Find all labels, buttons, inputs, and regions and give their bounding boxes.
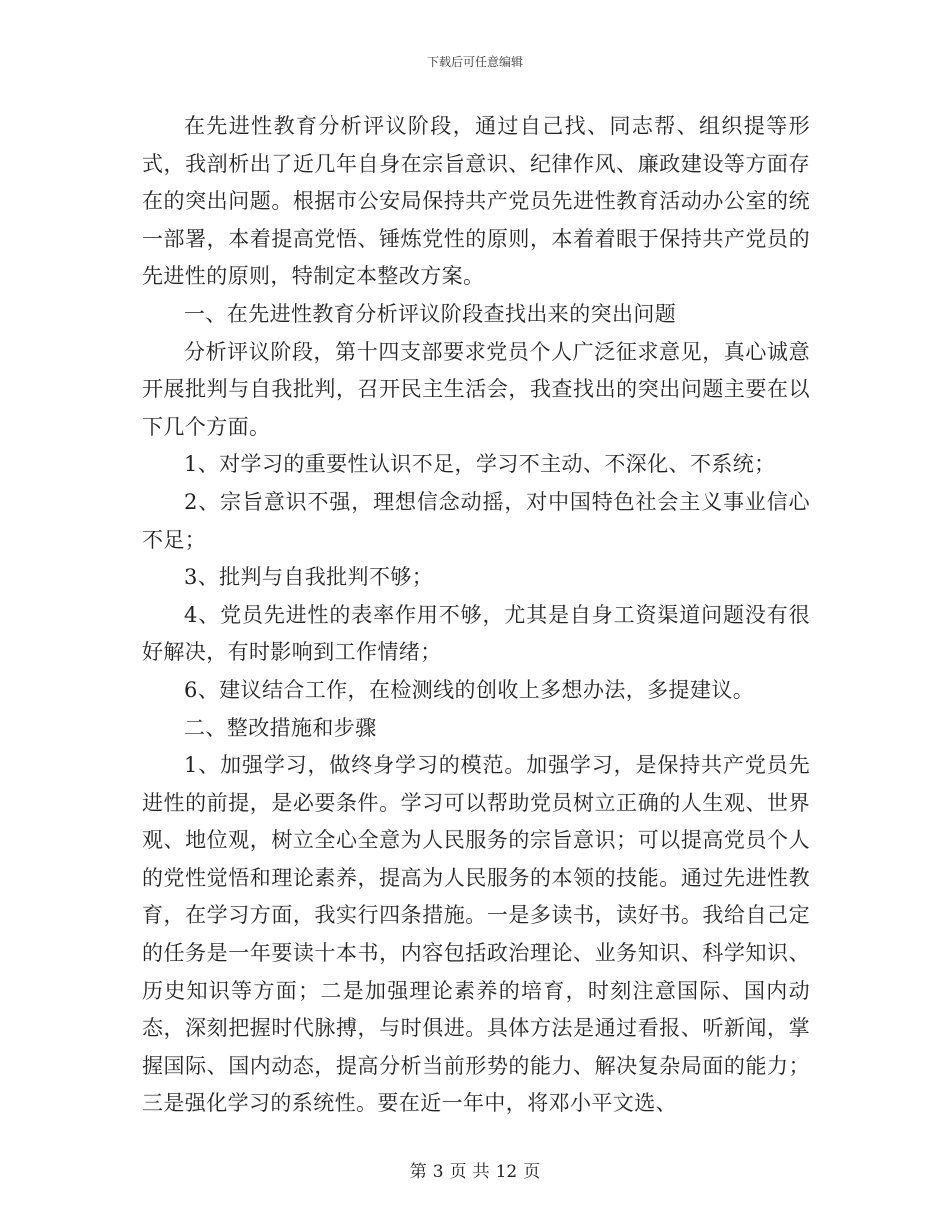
section-heading-1: 一、在先进性教育分析评议阶段查找出来的突出问题 [184,301,677,326]
list-item-6: 6、建议结合工作，在检测线的创收上多想办法，多提建议。 [184,677,755,702]
list-item-1: 1、对学习的重要性认识不足，学习不主动、不深化、不系统； [184,452,776,477]
footer-current-page: 3 [432,1162,444,1182]
list-item-4: 4、党员先进性的表率作用不够，尤其是自身工资渠道问题没有很好解决，有时影响到工作情绪； [142,602,810,665]
document-body [142,108,810,1123]
footer-total-label: 共 [472,1162,490,1182]
paragraph-analysis: 分析评议阶段，第十四支部要求党员个人广泛征求意见，真心诚意开展批判与自我批判，召开民主生活会，我查找出的突出问题主要在以下几个方面。 [142,339,810,439]
section-heading-2: 二、整改措施和步骤 [184,715,377,740]
footer-total-pages: 12 [495,1162,518,1182]
footer-page-unit: 页 [449,1162,467,1182]
footer-total-unit: 页 [523,1162,541,1182]
page-header: 下载后可任意编辑 [426,55,523,69]
paragraph-intro: 在先进性教育分析评议阶段，通过自己找、同志帮、组织提等形式，我剖析出了近几年自身在宗旨意识、纪律作风、廉政建设等方面存在的突出问题。根据市公安局保持共产党员先进性教育活动办公室的统一部署，本着提高党悟、锤炼党性的原则，本着着眼于保持共产党员的先进性的原则，特制定本整改方案。 [142,114,810,289]
paragraph-measure-1: 1、加强学习，做终身学习的模范。加强学习，是保持共产党员先进性的前提，是必要条件。学习可以帮助党员树立正确的人生观、世界观、地位观，树立全心全意为人民服务的宗旨意识；可以提高党员个人的党性觉悟和理论素养，提高为人民服务的本领的技能。通过先进性教育，在学习方面，我实行四条措施。一是多读书，读好书。我给自己定的任务是一年要读十本书，内容包括政治理论、业务知识、科学知识、历史知识等方面；二是加强理论素养的培育，时刻注意国际、国内动态，深刻把握时代脉搏，与时俱进。具体方法是通过看报、听新闻，掌握国际、国内动态，提高分析当前形势的能力、解决复杂局面的能力；三是强化学习的系统性。要在近一年中，将邓小平文选、 [142,753,810,1116]
list-item-2: 2、宗旨意识不强，理想信念动摇，对中国特色社会主义事业信心不足； [142,489,810,552]
list-item-3: 3、批判与自我批判不够； [184,565,434,590]
page-footer [0,1157,950,1182]
footer-page-label: 第 [409,1162,427,1182]
